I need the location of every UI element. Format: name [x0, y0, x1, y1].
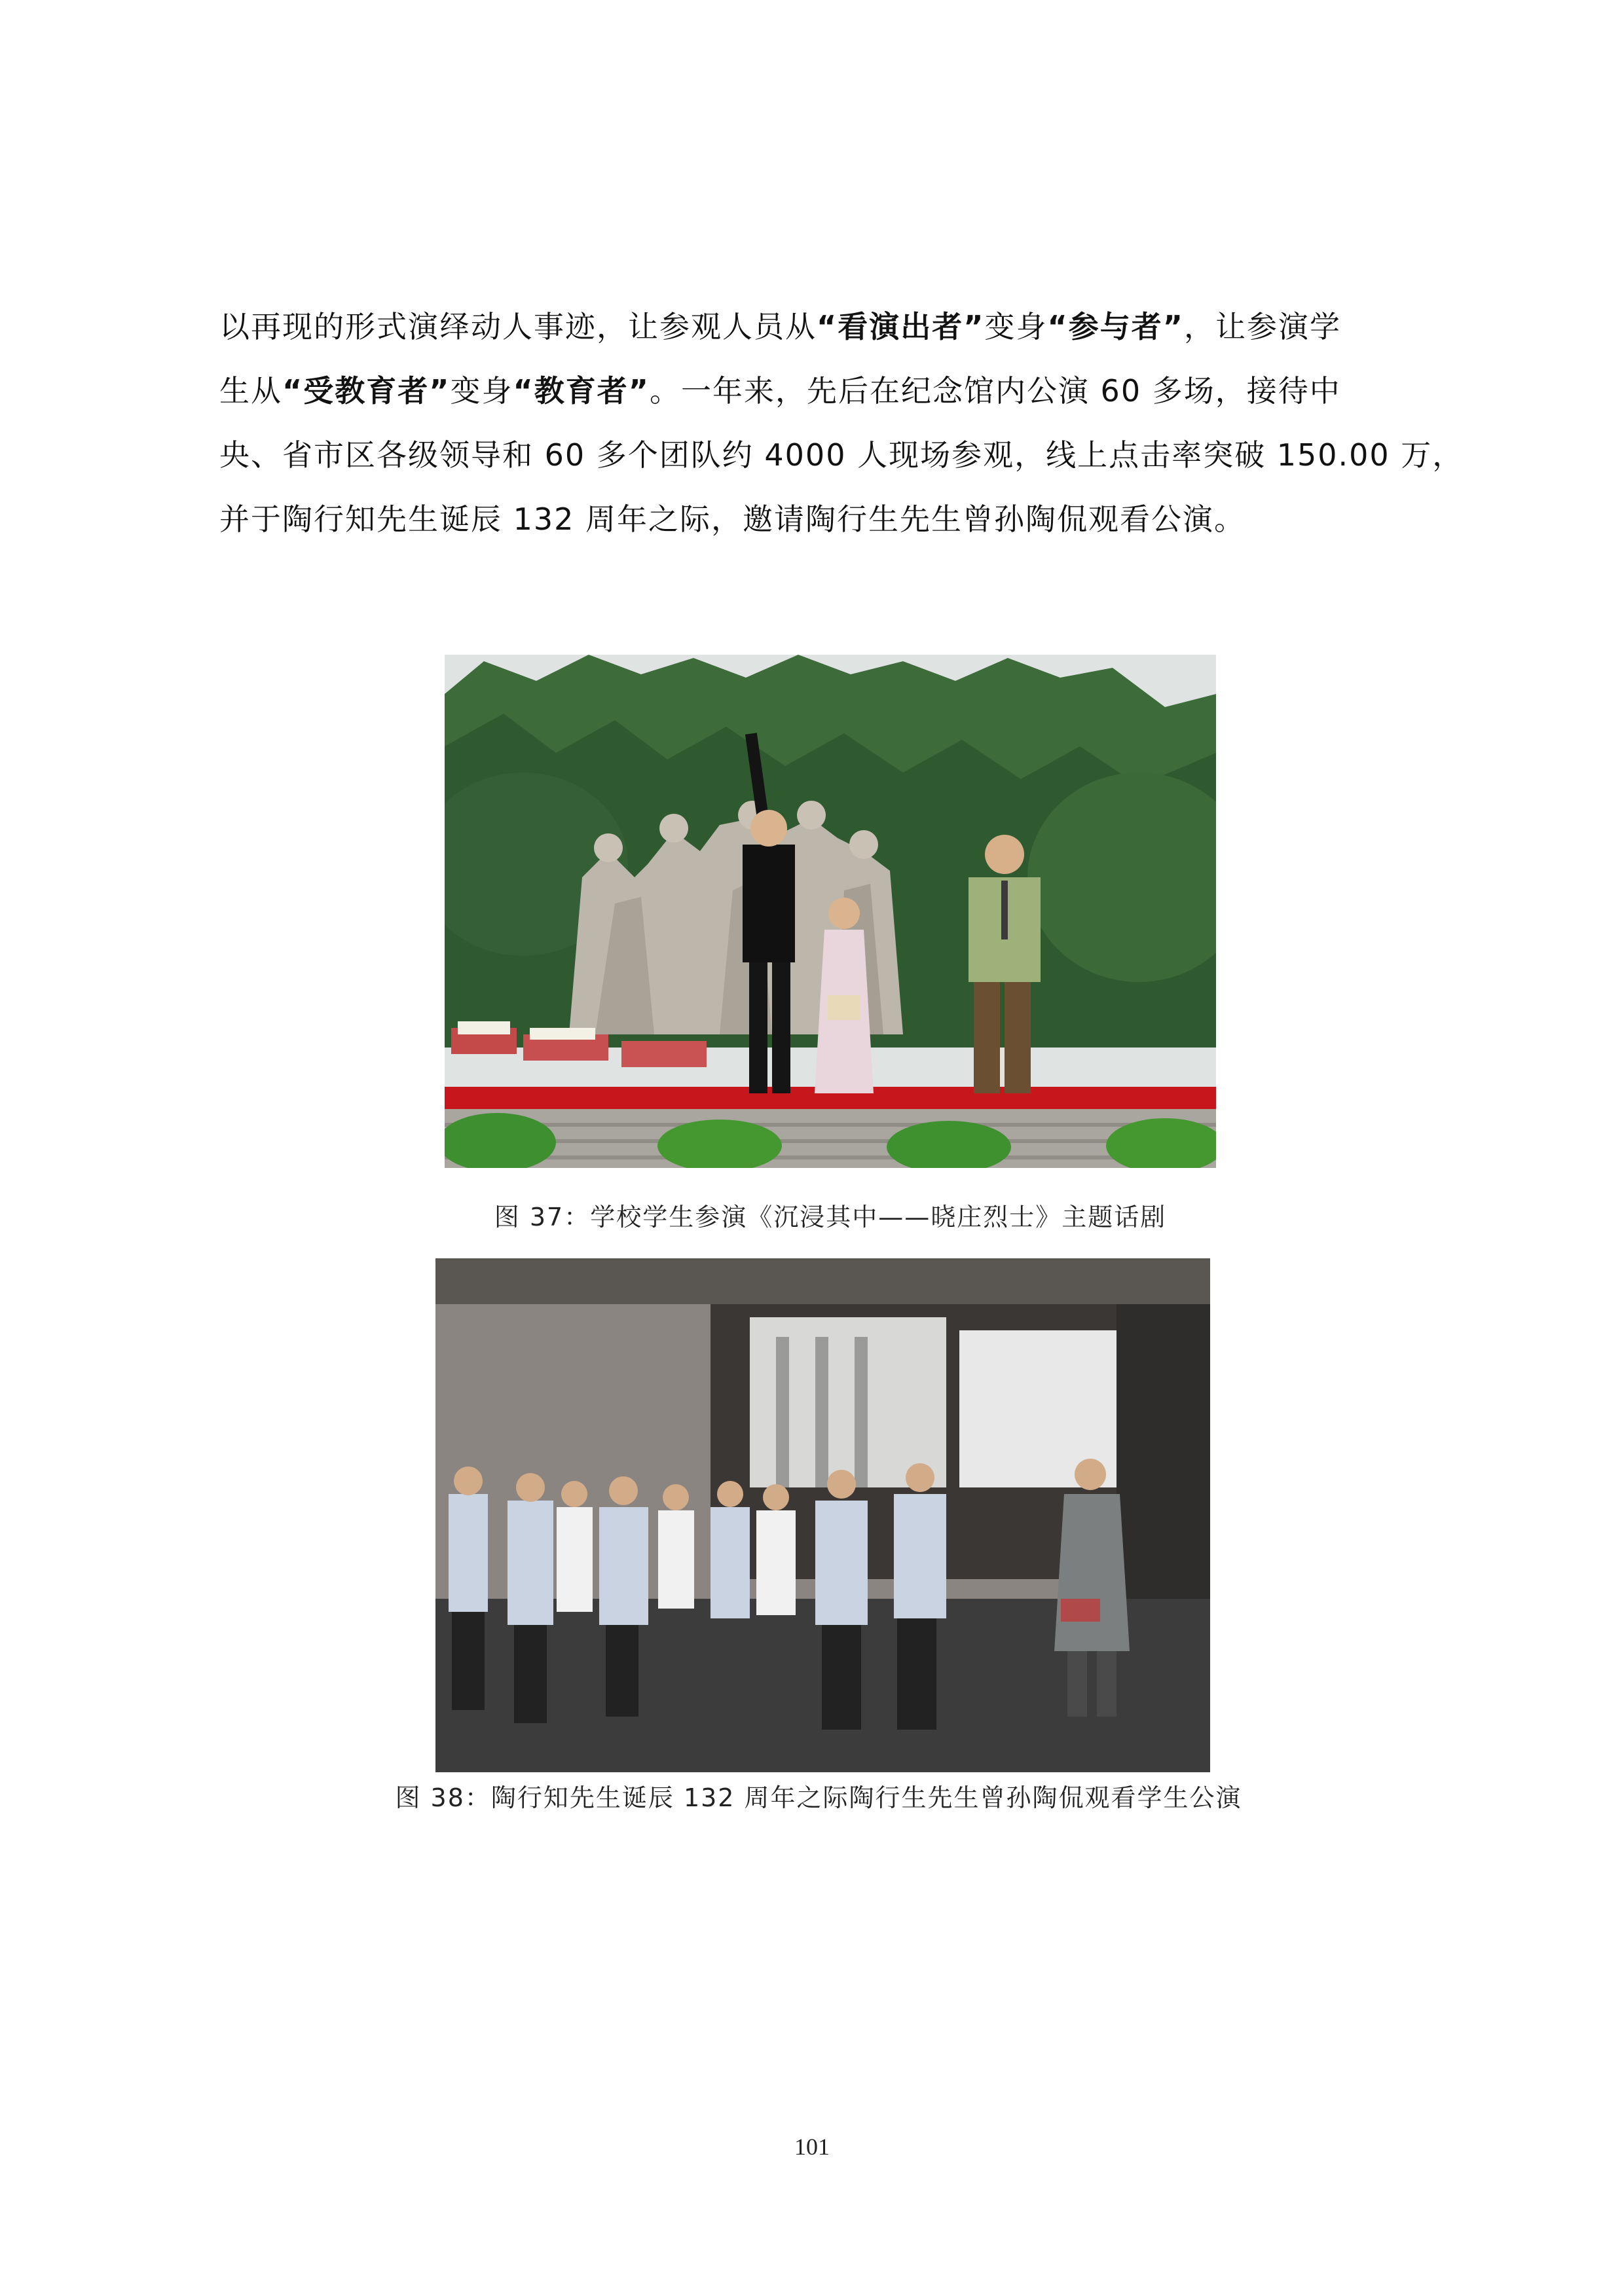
drama-performance-image — [445, 655, 1216, 1168]
figure-37-caption: 图 37：学校学生参演《沉浸其中——晓庄烈士》主题话剧 — [494, 1203, 1167, 1231]
emphasis-educator: “教育者” — [513, 373, 650, 409]
emphasis-viewer: “看演出者” — [817, 309, 985, 344]
figure-38-caption: 图 38：陶行知先生诞辰 132 周年之际陶行生先生曾孙陶侃观看学生公演 — [395, 1783, 1242, 1812]
emphasis-educated: “受教育者” — [282, 373, 451, 409]
figure-38-photo — [435, 1258, 1210, 1772]
emphasis-participant: “参与者” — [1047, 309, 1184, 344]
paragraph-line-3: 央、省市区各级领导和 60 多个团队约 4000 人现场参观，线上点击率突破 150.00 万， — [219, 437, 1464, 473]
page-number: 101 — [794, 2134, 830, 2160]
paragraph-line-2: 生从“受教育者”变身“教育者”。一年来，先后在纪念馆内公演 60 多场，接待中 — [219, 373, 1341, 409]
figure-37-photo — [445, 655, 1216, 1168]
body-paragraph — [219, 295, 1464, 551]
paragraph-line-4: 并于陶行知先生诞辰 132 周年之际，邀请陶行生先生曾孙陶侃观看公演。 — [219, 501, 1246, 537]
paragraph-line-1: 以再现的形式演绎动人事迹，让参观人员从“看演出者”变身“参与者”，让参演学 — [219, 309, 1341, 344]
audience-visit-image — [435, 1258, 1210, 1772]
